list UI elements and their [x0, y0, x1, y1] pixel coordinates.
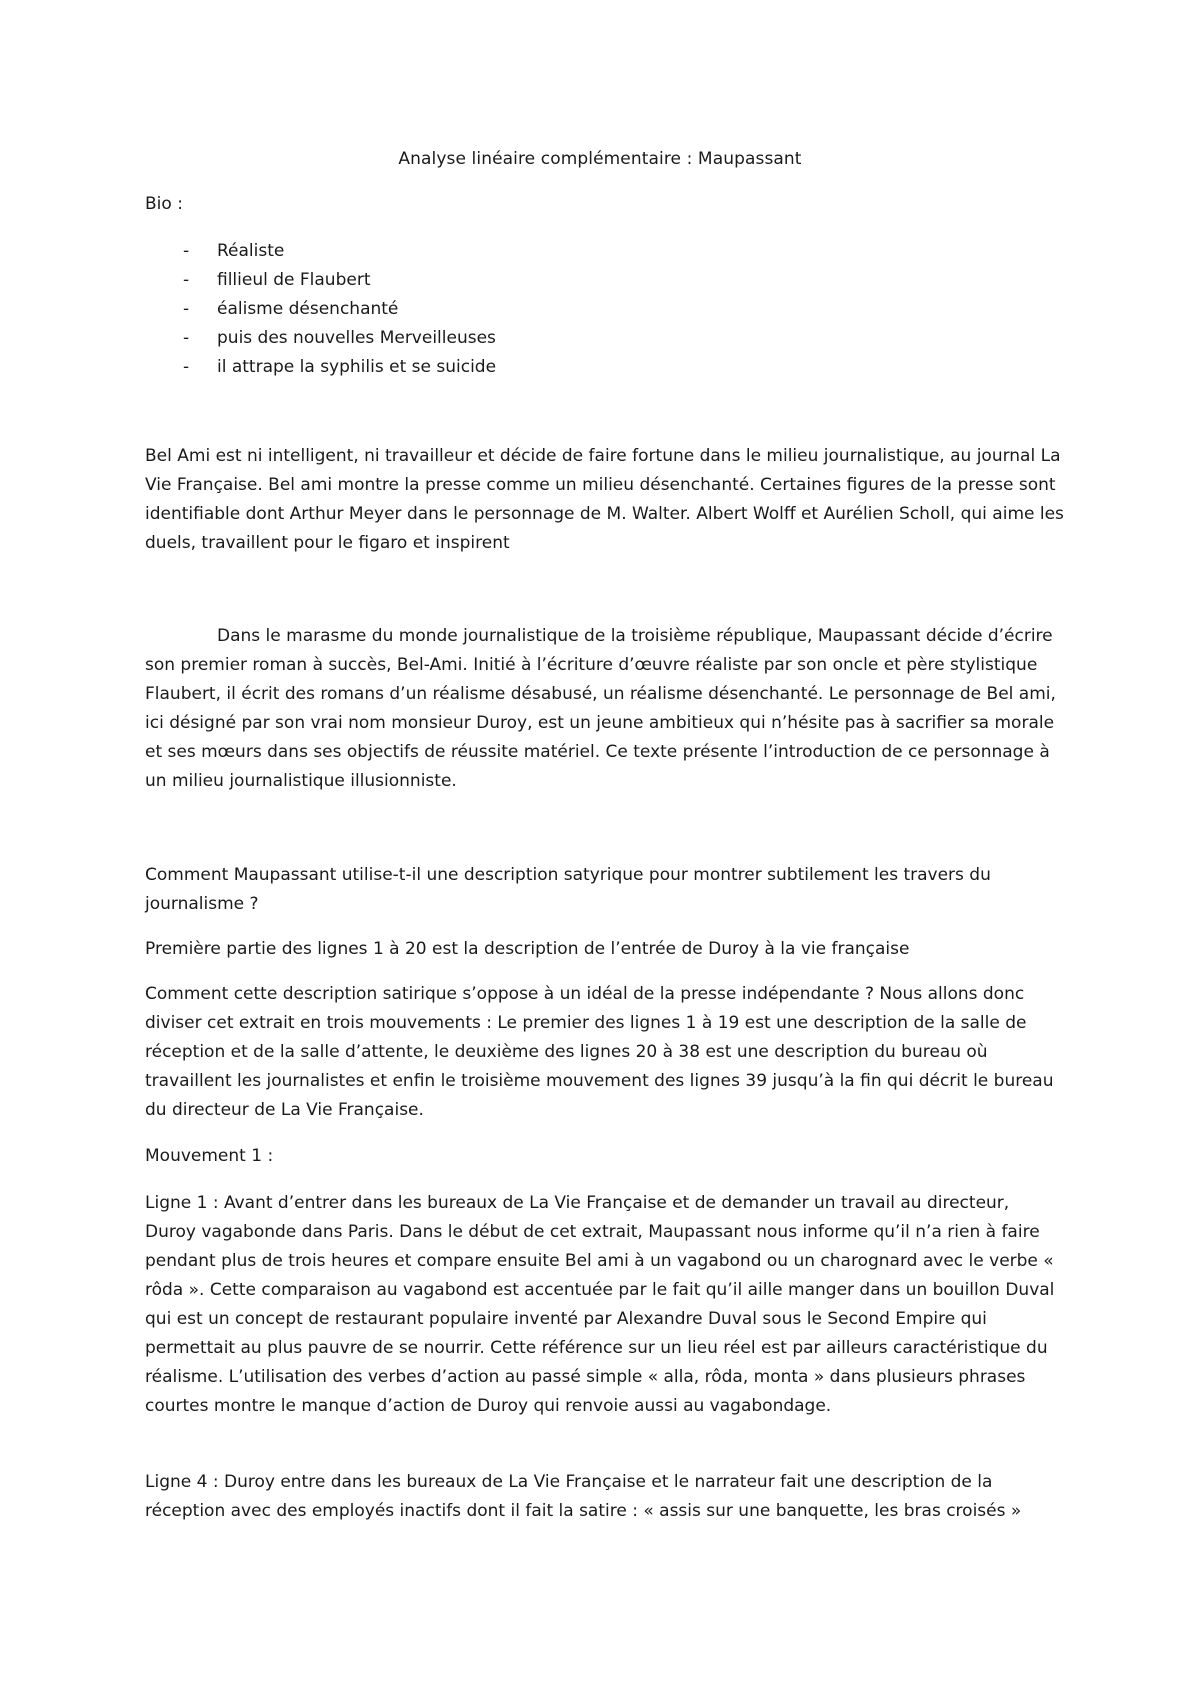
bio-item-text: il attrape la syphilis et se suicide	[217, 357, 497, 377]
paragraph-problematique: Comment Maupassant utilise-t-il une description satyrique pour montrer subtilement les travers du journalisme ?	[145, 865, 991, 914]
paragraph-bel-ami-summary: Bel Ami est ni intelligent, ni travailleur et décide de faire fortune dans le milieu journalistique, au journal La Vie Française. Bel ami montre la presse comme un milieu désenchanté. Certaines figures de la presse sont identifiable dont Arthur Meyer dans le personnage de M. Walter. Albert Wolff et Aurélien Scholl, qui aime les duels, travaillent pour le figaro et inspirent	[145, 446, 1064, 553]
paragraph-premiere-partie: Première partie des lignes 1 à 20 est la description de l’entrée de Duroy à la vie française	[145, 939, 910, 959]
bio-item-text: puis des nouvelles Merveilleuses	[217, 328, 496, 348]
paragraph-plan: Comment cette description satirique s’oppose à un idéal de la presse indépendante ? Nous allons donc diviser cet extrait en trois mouvements : Le premier des lignes 1 à 19 est une description de la salle de réception et de la salle d’attente, le deuxième des lignes 20 à 38 est une description du bureau où travaillent les journalistes et enfin le troisième mouvement des lignes 39 jusqu’à la fin qui décrit le bureau du directeur de La Vie Française.	[145, 984, 1054, 1120]
bio-list-item	[145, 266, 496, 295]
document-title: Analyse linéaire complémentaire : Maupassant	[398, 149, 802, 169]
bio-list-item	[145, 353, 496, 382]
paragraph-introduction: Dans le marasme du monde journalistique de la troisième république, Maupassant décide d’écrire son premier roman à succès, Bel-Ami. Initié à l’écriture d’œuvre réaliste par son oncle et père stylistique Flaubert, il écrit des romans d’un réalisme désabusé, un réalisme désenchanté. Le personnage de Bel ami, ici désigné par son vrai nom monsieur Duroy, est un jeune ambitieux qui n’hésite pas à sacrifier sa morale et ses mœurs dans ses objectifs de réussite matériel. Ce texte présente l’introduction de ce personnage à un milieu journalistique illusionniste.	[145, 626, 1056, 791]
bullet-dash-icon: -	[183, 357, 190, 377]
bio-list	[145, 237, 496, 382]
bullet-dash-icon: -	[183, 328, 190, 348]
bullet-dash-icon: -	[183, 241, 190, 261]
paragraph-ligne-1: Ligne 1 : Avant d’entrer dans les bureaux de La Vie Française et de demander un travail au directeur, Duroy vagabonde dans Paris. Dans le début de cet extrait, Maupassant nous informe qu’il n’a rien à faire pendant plus de trois heures et compare ensuite Bel ami à un vagabond ou un charognard avec le verbe « rôda ». Cette comparaison au vagabond est accentuée par le fait qu’il aille manger dans un bouillon Duval qui est un concept de restaurant populaire inventé par Alexandre Duval sous le Second Empire qui permettait au plus pauvre de se nourrir. Cette référence sur un lieu réel est par ailleurs caractéristique du réalisme. L’utilisation des verbes d’action au passé simple « alla, rôda, monta » dans plusieurs phrases courtes montre le manque d’action de Duroy qui renvoie aussi au vagabondage.	[145, 1193, 1055, 1416]
bio-item-text: Réaliste	[217, 241, 285, 261]
bio-item-text: fillieul de Flaubert	[217, 270, 371, 290]
bio-list-item	[145, 237, 496, 266]
paragraph-ligne-4: Ligne 4 : Duroy entre dans les bureaux de La Vie Française et le narrateur fait une description de la réception avec des employés inactifs dont il fait la satire : « assis sur une banquette, les bras croisés »	[145, 1472, 1022, 1521]
bio-item-text: éalisme désenchanté	[217, 299, 399, 319]
bio-label: Bio :	[145, 194, 183, 214]
bullet-dash-icon: -	[183, 270, 190, 290]
heading-mouvement-1: Mouvement 1 :	[145, 1146, 274, 1166]
bio-list-item	[145, 324, 496, 353]
bullet-dash-icon: -	[183, 299, 190, 319]
bio-list-item	[145, 295, 496, 324]
